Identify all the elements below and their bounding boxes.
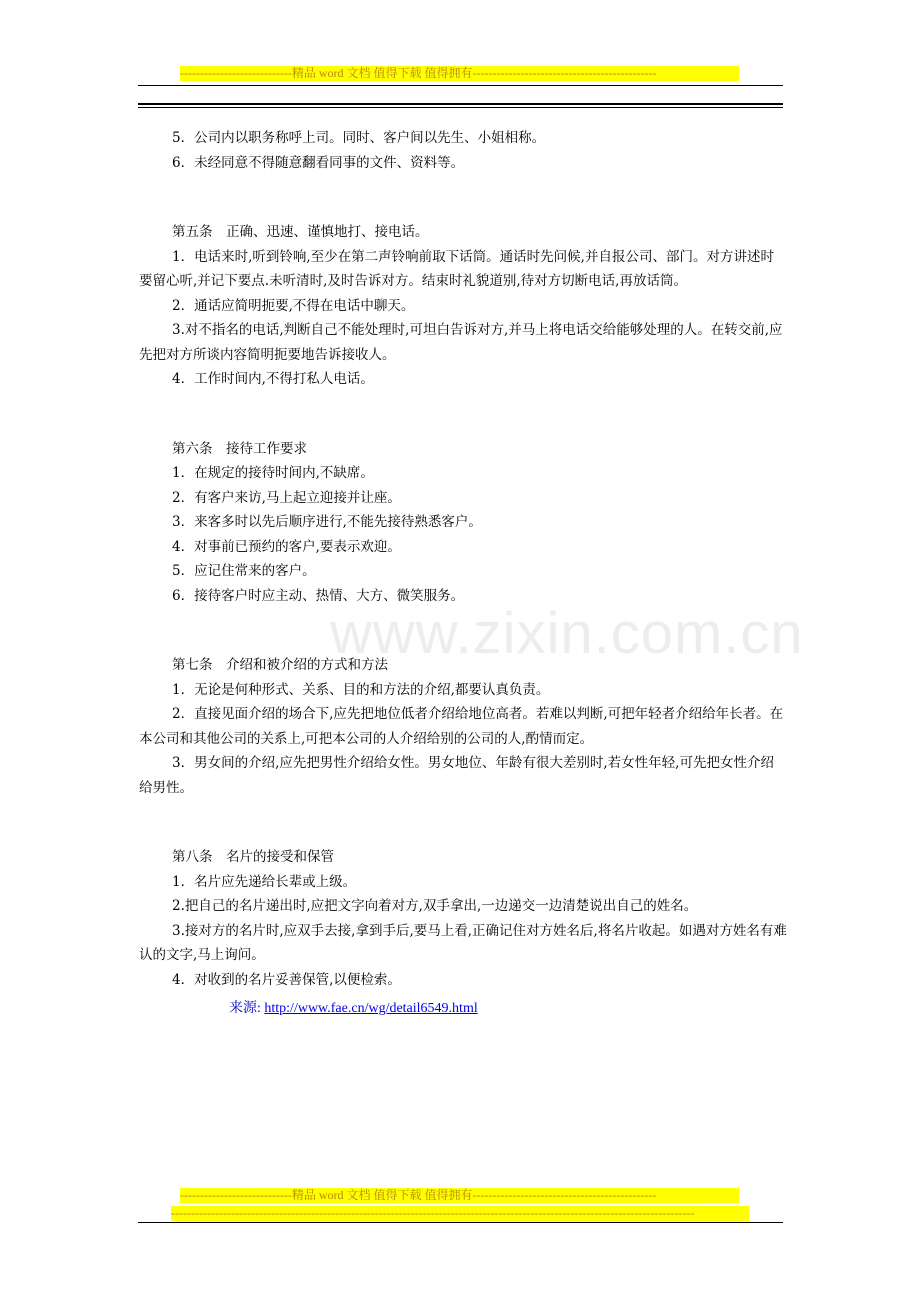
paragraph-gap <box>139 814 787 832</box>
paragraph-gap <box>139 405 787 423</box>
article-heading: 第五条 正确、迅速、谨慎地打、接电话。 <box>172 224 429 240</box>
article-heading: 第七条 介绍和被介绍的方式和方法 <box>172 657 388 673</box>
watermark: www.zixin.com.cn <box>330 601 804 666</box>
header-rule-double-2 <box>138 107 783 108</box>
paragraph: 4．工作时间内,不得打私人电话。 <box>172 371 374 387</box>
paragraph: 6．接待客户时应主动、热情、大方、微笑服务。 <box>172 587 465 604</box>
paragraph: 4．对事前已预约的客户,要表示欢迎。 <box>172 538 401 555</box>
paragraph: 1．名片应先递给长辈或上级。 <box>172 873 357 890</box>
paragraph-gap <box>139 189 787 207</box>
paragraph: 3．来客多时以先后顺序进行,不能先接待熟悉客户。 <box>172 514 482 530</box>
paragraph: 2．通话应简明扼要,不得在电话中聊天。 <box>172 297 415 314</box>
paragraph: 4．对收到的名片妥善保管,以便检索。 <box>172 971 401 988</box>
paragraph-gap <box>139 622 787 640</box>
footer-banner: ----------------------------精品 word 文档 值得下载 值得拥有---------------------------------------------- <box>180 1188 739 1203</box>
article-heading: 第八条 名片的接受和保管 <box>172 849 334 865</box>
paragraph: 1．电话来时,听到铃响,至少在第二声铃响前取下话筒。通话时先问候,并自报公司、部门。对方讲述时要留心听,并记下要点.未听清时,及时告诉对方。结束时礼貌道别,待对方切断电话,再放话筒。 <box>139 248 774 289</box>
paragraph: 5．应记住常来的客户。 <box>172 563 316 579</box>
paragraph: 3．男女间的介绍,应先把男性介绍给女性。男女地位、年龄有很大差别时,若女性年轻,可先把女性介绍给男性。 <box>139 755 774 796</box>
document-body <box>139 126 787 992</box>
paragraph: 1．无论是何种形式、关系、目的和方法的介绍,都要认真负责。 <box>172 681 550 698</box>
source-line <box>229 997 478 1017</box>
article-heading: 第六条 接待工作要求 <box>172 440 307 457</box>
paragraph: 2．直接见面介绍的场合下,应先把地位低者介绍给地位高者。若难以判断,可把年轻者介绍给年长者。在本公司和其他公司的关系上,可把本公司的人介绍给别的公司的人,酌情而定。 <box>139 706 784 747</box>
footer-banner-dashes: ----------------------------------------------------------------------------------------------------------------------------------- <box>171 1206 749 1221</box>
header-rule-double-1 <box>138 103 783 105</box>
footer-rule <box>138 1222 783 1223</box>
paragraph: 1．在规定的接待时间内,不缺席。 <box>172 465 374 481</box>
paragraph: 6．未经同意不得随意翻看同事的文件、资料等。 <box>172 154 465 171</box>
paragraph: 3.对不指名的电话,判断自己不能处理时,可坦白告诉对方,并马上将电话交给能够处理的人。在转交前,应先把对方所谈内容简明扼要地告诉接收人。 <box>139 322 783 363</box>
header-banner: ----------------------------精品 word 文档 值得下载 值得拥有---------------------------------------------- <box>180 66 739 81</box>
paragraph: 5．公司内以职务称呼上司。同时、客户间以先生、小姐相称。 <box>172 130 546 146</box>
source-label: 来源: <box>229 1001 265 1016</box>
paragraph: 3.接对方的名片时,应双手去接,拿到手后,要马上看,正确记住对方姓名后,将名片收起。如遇对方姓名有难认的文字,马上询问。 <box>139 922 787 963</box>
source-link[interactable]: http://www.fae.cn/wg/detail6549.html <box>264 1001 478 1016</box>
paragraph: 2．有客户来访,马上起立迎接并让座。 <box>172 489 401 506</box>
paragraph: 2.把自己的名片递出时,应把文字向着对方,双手拿出,一边递交一边清楚说出自己的姓名。 <box>172 898 698 914</box>
header-rule-thin <box>138 85 783 86</box>
